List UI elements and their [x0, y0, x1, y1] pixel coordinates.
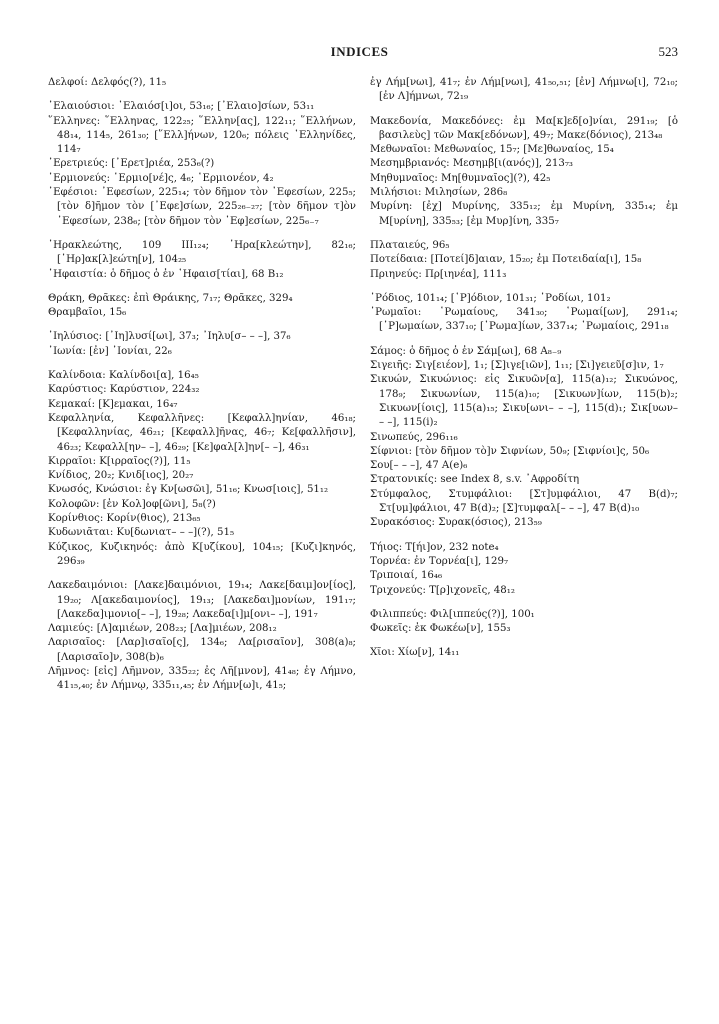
index-entry: Τήιος: Τ[ήι]ον, 232 note₄: [370, 541, 499, 553]
index-entry: Σάμος: ὁ δῆμος ὁ ἐν Σάμ[ωι], 68 A₈₋₉: [370, 345, 562, 357]
index-entry: Συρακόσιος: Συρακ(όσιος), 213₅₉: [370, 517, 542, 529]
group-separator: [48, 90, 356, 100]
index-entry: ῞Ελληνες: ῞Ελληνας, 122₂₅; ῞Ελλην[ας], 122₁₁; ῞Ελλήνων, 48₁₄, 114₅, 261₃₀; [῞Ελλ]ήνων, 120₆; πόλεις ῾Ελληνίδες, 114₇: [48, 115, 356, 156]
index-entry: Λαμιεύς: [Λ]αμιέων, 208₂₃; [Λα]μιέων, 208₁₂: [48, 623, 277, 635]
group-separator: [370, 105, 678, 115]
index-entry: Λακεδαιμόνιοι: [Λακε]δαιμόνιοι, 19₁₄; Λακε[δαιμ]ον[ίος], 19₂₀; Λ[ακεδαιμονίος], 19₁₃; [Λακεδαι]μονίων, 191₁₇; [Λακεδα]ιμονιο[– –], 19₂₈; Λακεδα[ι]μ[ονι– –], 191₇: [48, 580, 356, 620]
group-separator: [370, 229, 678, 239]
group-separator: [48, 569, 356, 579]
index-entry: Φιλιππεύς: Φιλ[ιππεύς(?)], 100₁: [370, 608, 535, 620]
index-entry: Καλίνδοια: Καλίνδοι[α], 16₄₅: [48, 370, 199, 382]
index-entry: Φωκεῖς: ἐκ Φωκέω[ν], 155₃: [370, 623, 511, 635]
group-separator: [370, 335, 678, 345]
index-entry: Λαρισαῖος: [Λαρ]ισαῖο[ς], 134₆; Λα[ρισαῖον], 308(a)₈; [Λαρισαῖο]ν, 308(b)₆: [48, 637, 356, 663]
index-entry: Κεμακαί: [Κ]εμακαι, 16₄₇: [48, 398, 178, 410]
index-entry: ῾Ηφαιστία: ὁ δῆμος ὁ ἐν ῾Ηφαισ[τίαι], 68 B₁₂: [48, 268, 284, 280]
index-column-right: [370, 76, 678, 661]
group-separator: [370, 282, 678, 292]
index-entry: Μεσημβριανός: Μεσημβ[ι(ανός)], 213₇₃: [370, 158, 574, 170]
index-entry: ῾Ρωμαῖοι: ῾Ρωμαίους, 341₃₀; ῾Ρωμαί[ων], 291₁₄; [῾Ρ]ωμαίων, 337₁₀; [῾Ρωμα]ίων, 337₁₄; ῾Ρωμαίοις, 291₁₈: [370, 307, 678, 333]
index-entry: Κνωσός, Κνώσιοι: ἐγ Κν[ωσῶι], 51₁₆; Κνωσ[ιοις], 51₁₂: [48, 484, 329, 496]
index-entry: ᾽Ιηλύσιος: [᾽Ιη]λυσί[ωι], 37₃; ᾽Ιηλυ[σ– – –], 37₆: [48, 331, 291, 343]
index-entry: Μεθωναῖοι: Μεθωναίος, 15₇; [Με]θωναίος, 15₄: [370, 144, 614, 156]
index-entry: ᾽Ιωνία: [ἐν] ᾽Ιονίαι, 22₆: [48, 345, 172, 357]
index-entry: Μιλήσιοι: Μιλησίων, 286₈: [370, 187, 508, 199]
index-entry: Πριηνεύς: Πρ[ιηνέα], 111₃: [370, 268, 507, 280]
group-separator: [48, 320, 356, 330]
group-separator: [370, 531, 678, 541]
index-entry: Θράκη, Θρᾶκες: ἐπὶ Θράικης, 7₁₇; Θρᾶκες, 329₄: [48, 292, 293, 304]
index-entry: Κυδωνιᾶται: Κυ[δωνιατ– – –](?), 51₅: [48, 527, 235, 539]
index-entry: Τριποιαί, 16₄₆: [370, 570, 443, 582]
index-entry: Καρύστιος: Καρύστιον, 224₃₂: [48, 384, 200, 396]
index-entry: ῾Ρόδιος, 101₁₄; [῾Ρ]όδιον, 101₃₁; ῾Ροδίωι, 101₂: [370, 292, 611, 304]
index-entry: Μυρίνη: [ἐχ] Μυρίνης, 335₁₂; ἐμ Μυρίνη, 335₁₄; ἐμ Μ[υρίνη], 335₅₃; [ἐμ Μυρ]ίνη, 335₇: [370, 201, 678, 227]
index-entry: Μακεδονία, Μακεδόνες: ἐμ Μα[κ]εδ[ο]νίαι, 291₁₉; [ὁ βασιλεὺς] τῶν Μακ[εδόνων], 49₇; Μακε(δόνιος), 213₄₈: [370, 115, 678, 141]
index-entry: Κνίδιος, 20₂; Κνιδ[ιος], 20₂₇: [48, 470, 194, 482]
page-header: [0, 44, 719, 64]
index-entry: Στρατονικίς: see Index 8, s.v. ᾽Αφροδίτη: [370, 474, 580, 486]
index-entry: Κύζικος, Κυζικηνός: ἀπὸ Κ[υζίκου], 104₁₅; [Κυζι]κηνός, 296₃₉: [48, 541, 356, 567]
index-entry: Σου[– – –], 47 A(e)₆: [370, 460, 468, 472]
index-entry: Σιγειῆς: Σιγ[ειέον], 1₁; [Σ]ιγε[ιῶν], 1₁₁; [Σι]γειεῦ[σ]ιν, 1₇: [370, 360, 664, 372]
index-entry: Στύμφαλος, Στυμφάλιοι: [Στ]υμφάλιοι, 47 B(d)₇; Στ[υμ]φάλιοι, 47 B(d)₂; [Σ]τυμφαλ[– – –], 47 B(d)₁₀: [370, 488, 678, 515]
index-entry: Ποτείδαια: [Ποτεί]δ]αιαν, 15₂₀; ἐμ Ποτειδαία[ι], 15₈: [370, 254, 642, 266]
group-separator: [48, 282, 356, 292]
index-entry: ἐγ Λήμ[νωι], 41₇; ἐν Λήμ[νωι], 41₅₀,₅₁; [ἐν] Λήμνω[ι], 72₁₀; [ἐν Λ]ήμνωι, 72₁₉: [370, 77, 678, 103]
group-separator: [48, 229, 356, 239]
index-entry: Κορίνθιος: Κορίν(θιος), 213₆₅: [48, 513, 201, 525]
index-entry: Τριχονεύς: Τ[ρ]ιχονεῖς, 48₁₂: [370, 584, 515, 596]
index-entry: Σικυών, Σικυώνιος: εἰς Σικυῶν[α], 115(a)₁₂; Σικυώνος, 178₉; Σικυωνίων, 115(a)₁₀; [Σικυων]ίων, 115(b)₂; Σικυων[ίοις], 115(a)₁₅; Σικυ[ωνι– – –], 115(d)₁; Σικ[υων– – –], 115(i)₂: [370, 374, 678, 429]
index-entry: Σινωπεύς, 296₁₁₆: [370, 431, 458, 443]
index-entry: Κιρραῖοι: Κ[ιρραῖος(?)], 11₅: [48, 455, 191, 467]
index-entry: Σίφνιοι: [τὸν δῆμον τὸ]ν Σιφνίων, 50₉; [Σιφνίοι]ς, 50₆: [370, 445, 650, 457]
index-entry: ᾽Ερετριεύς: [᾽Ερετ]ριέα, 253₆(?): [48, 158, 215, 170]
index-entry: Λῆμνος: [εἰς] Λῆμνον, 335₂₂; ἐς Λῆ[μνον], 41₄₈; ἐγ Λήμνο, 41₁₅,₄₀; ἐν Λήμνῳ, 335₁₁,₄₅; ἐν Λήμν[ω]ι, 41₅;: [48, 665, 356, 692]
index-entry: Θραμβαῖοι, 15₆: [48, 307, 127, 319]
index-entry: Κολοφῶν: [ἐν Κολ]οφ[ῶνι], 5₈(?): [48, 498, 216, 510]
index-entry: ῾Ηρακλεώτης, 109 III₁₂₄; ῾Ηρα[κλεώτην], 82₁₆; [῾Ηρ]ακ[λ]εώτη[ν], 104₂₅: [48, 239, 356, 266]
group-separator: [370, 636, 678, 646]
index-entry: ᾽Εφέσιοι: ᾽Εφεσίων, 225₁₄; τὸν δῆμον τὸν ᾽Εφεσίων, 225₅; [τὸν δ]ῆμον τὸν [᾽Εφε]σίων, 225₂₆₋₂₇; [τὸν δῆμον τ]ὸν ᾽Εφεσίων, 238₆; [τὸν δῆμον τὸν ᾽Εφ]εσίων, 225₆₋₇: [48, 187, 356, 227]
page-number: 523: [658, 44, 678, 59]
group-separator: [48, 359, 356, 369]
index-entry: Πλαταιεύς, 96₅: [370, 239, 450, 251]
index-entry: Τορνέα: ἐν Τορνέα[ι], 129₇: [370, 555, 509, 567]
index-column-left: [48, 76, 356, 694]
running-title: INDICES: [330, 44, 389, 59]
index-entry: Δελφοί: Δελφός(?), 11₅: [48, 77, 167, 88]
index-entry: Χῖοι: Χίω[ν], 14₁₁: [370, 647, 460, 659]
group-separator: [370, 598, 678, 608]
index-entry: ᾽Ελαιούσιοι: ᾽Ελαιόσ[ι]οι, 53₁₆; [᾽Ελαιο]σίων, 53₁₁: [48, 101, 315, 113]
index-entry: Κεφαλληνία, Κεφαλλῆνες: [Κεφαλλ]ηνίαν, 46₁₈; [Κεφαλληνίας, 46₂₁; [Κεφαλλ]ῆνας, 46₇; Κε[φαλλῆσιν], 46₂₃; Κεφαλλ[ην– –], 46₂₉; [Κε]φαλ[λ]ην[– –], 46₃₁: [48, 412, 356, 453]
index-entry: ῾Ερμιονεύς: ῾Ερμιο[νέ]ς, 4₆; ῾Ερμιονέον, 4₂: [48, 172, 274, 184]
index-entry: Μηθυμναῖος: Μη[θυμναῖος](?), 42₅: [370, 172, 551, 184]
